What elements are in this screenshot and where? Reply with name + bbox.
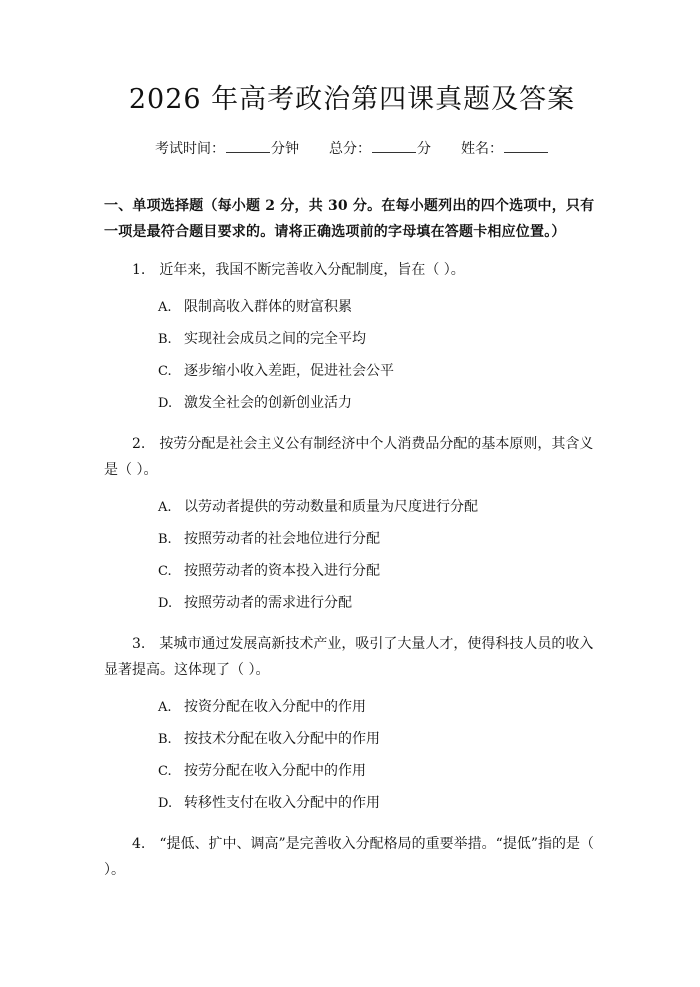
- option-text: 实现社会成员之间的完全平均: [184, 331, 366, 347]
- question-stem: 某城市通过发展高新技术产业，吸引了大量人才，使得科技人员的收入显著提高。这体现了（ ）。: [104, 636, 594, 678]
- name-field: [461, 138, 549, 159]
- option-b: [104, 323, 600, 355]
- page-title: 2026 年高考政治第四课真题及答案: [128, 84, 576, 115]
- question-number: 2.: [132, 436, 146, 452]
- exam-meta-row: [104, 138, 600, 159]
- option-letter: D.: [158, 396, 173, 411]
- exam-time-field: [155, 138, 299, 159]
- option-text: 按劳分配在收入分配中的作用: [184, 763, 366, 779]
- question-stem: 近年来，我国不断完善收入分配制度，旨在（ ）。: [159, 262, 465, 278]
- exam-page: [0, 82, 700, 987]
- option-letter: B.: [158, 732, 172, 747]
- option-letter: B.: [158, 332, 172, 347]
- exam-time-blank: [226, 138, 270, 153]
- option-d: [104, 787, 600, 819]
- option-a: [104, 491, 600, 523]
- total-score-blank: [372, 138, 416, 153]
- option-text: 逐步缩小收入差距，促进社会公平: [184, 363, 394, 379]
- option-text: 按技术分配在收入分配中的作用: [184, 731, 380, 747]
- option-text: 以劳动者提供的劳动数量和质量为尺度进行分配: [184, 499, 478, 515]
- question-stem: “提低、扩中、调高”是完善收入分配格局的重要举措。“提低”指的是（ ）。: [104, 836, 594, 878]
- option-text: 按照劳动者的资本投入进行分配: [184, 563, 380, 579]
- question-1: [104, 257, 600, 283]
- option-letter: C.: [158, 364, 172, 379]
- option-d: [104, 387, 600, 419]
- option-a: [104, 291, 600, 323]
- option-text: 限制高收入群体的财富积累: [184, 299, 352, 315]
- question-2-options: [104, 491, 600, 619]
- option-letter: A.: [158, 300, 172, 315]
- question-3: [104, 631, 600, 683]
- option-b: [104, 723, 600, 755]
- question-number: 1.: [132, 262, 146, 278]
- option-letter: C.: [158, 764, 172, 779]
- option-letter: B.: [158, 532, 172, 547]
- section-heading: 一、单项选择题（每小题 2 分，共 30 分。在每小题列出的四个选项中，只有一项是最符合题目要求的。请将正确选项前的字母填在答题卡相应位置。）: [104, 198, 595, 240]
- question-4: [104, 831, 600, 883]
- question-number: 4.: [132, 836, 146, 852]
- total-score-field: [329, 138, 431, 159]
- question-number: 3.: [132, 636, 146, 652]
- option-letter: D.: [158, 596, 173, 611]
- option-letter: D.: [158, 796, 173, 811]
- option-text: 按资分配在收入分配中的作用: [184, 699, 366, 715]
- option-letter: A.: [158, 700, 172, 715]
- option-c: [104, 755, 600, 787]
- question-3-options: [104, 691, 600, 819]
- question-2: [104, 431, 600, 483]
- option-c: [104, 355, 600, 387]
- option-b: [104, 523, 600, 555]
- option-text: 按照劳动者的需求进行分配: [184, 595, 352, 611]
- question-1-options: [104, 291, 600, 419]
- option-a: [104, 691, 600, 723]
- option-text: 按照劳动者的社会地位进行分配: [184, 531, 380, 547]
- total-score-unit: 分: [417, 141, 431, 157]
- option-text: 激发全社会的创新创业活力: [184, 395, 352, 411]
- total-score-label: 总分：: [329, 141, 371, 157]
- name-label: 姓名：: [461, 141, 503, 157]
- exam-time-label: 考试时间：: [155, 141, 225, 157]
- option-d: [104, 587, 600, 619]
- option-c: [104, 555, 600, 587]
- option-text: 转移性支付在收入分配中的作用: [184, 795, 380, 811]
- option-letter: C.: [158, 564, 172, 579]
- exam-time-unit: 分钟: [271, 141, 299, 157]
- name-blank: [504, 138, 548, 153]
- question-stem: 按劳分配是社会主义公有制经济中个人消费品分配的基本原则，其含义是（ ）。: [104, 436, 594, 478]
- option-letter: A.: [158, 500, 172, 515]
